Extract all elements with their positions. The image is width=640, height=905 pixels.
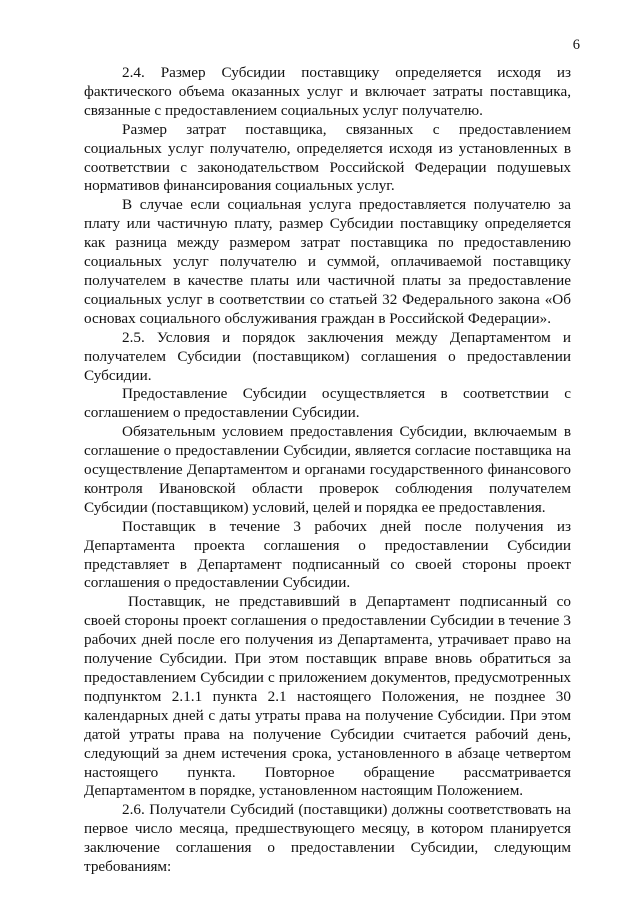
paragraph-paid-service: В случае если социальная услуга предоставляется получателю за плату или частичную плату, размер Субсидии поставщику определяется как разница между размером затрат поставщика по предоставлению социальных услуг получателю и суммой, оплачиваемой поставщику получателем в качестве платы или частичной платы за предоставление социальных услуг в соответствии со статьей 32 Федерального закона «Об основах социального обслуживания граждан в Российской Федерации». [84,196,571,327]
paragraph-agreement-basis: Предоставление Субсидии осуществляется в соответствии с соглашением о предоставлении Субсидии. [84,385,571,422]
paragraph-draft-submission: Поставщик в течение 3 рабочих дней после получения из Департамента проекта соглашения о предоставлении Субсидии представляет в Департамент подписанный со своей стороны проект соглашения о предоставлении Субсидии. [84,517,571,592]
document-body [84,64,571,877]
paragraph-2-6: 2.6. Получатели Субсидий (поставщики) должны соответствовать на первое число месяца, предшествующего месяцу, в котором планируется заключение соглашения о предоставлении Субсидии, следующим требованиям: [84,801,571,876]
page-number: 6 [572,37,580,53]
paragraph-right-loss: Поставщик, не представивший в Департамент подписанный со своей стороны проект соглашения о предоставлении Субсидии в течение 3 рабочих дней после его получения из Департамента, утрачивает право на получение Субсидии. При этом поставщик вправе вновь обратиться за предоставлением Субсидии с приложением документов, предусмотренных подпунктом 2.1.1 пункта 2.1 настоящего Положения, не позднее 30 календарных дней с даты утраты права на получение Субсидии. При этом датой утраты права на получение Субсидии считается рабочий день, следующий за днем истечения срока, установленного в абзаце четвертом настоящего пункта. Повторное обращение рассматривается Департаментом в порядке, установленном настоящим Положением. [84,593,571,800]
paragraph-2-5: 2.5. Условия и порядок заключения между Департаментом и получателем Субсидии (поставщиком) соглашения о предоставлении Субсидии. [84,328,571,384]
paragraph-2-4: 2.4. Размер Субсидии поставщику определяется исходя из фактического объема оказанных услуг и включает затраты поставщика, связанные с предоставлением социальных услуг получателю. [84,64,571,119]
paragraph-mandatory-condition: Обязательным условием предоставления Субсидии, включаемым в соглашение о предоставлении Субсидии, является согласие поставщика на осуществление Департаментом и органами государственного финансового контроля Ивановской области проверок соблюдения получателем Субсидии (поставщиком) условий, целей и порядка ее предоставления. [84,423,571,516]
paragraph-cost-size: Размер затрат поставщика, связанных с предоставлением социальных услуг получателю, определяется исходя из установленных в соответствии с законодательством Российской Федерации подушевых нормативов финансирования социальных услуг. [84,120,571,195]
